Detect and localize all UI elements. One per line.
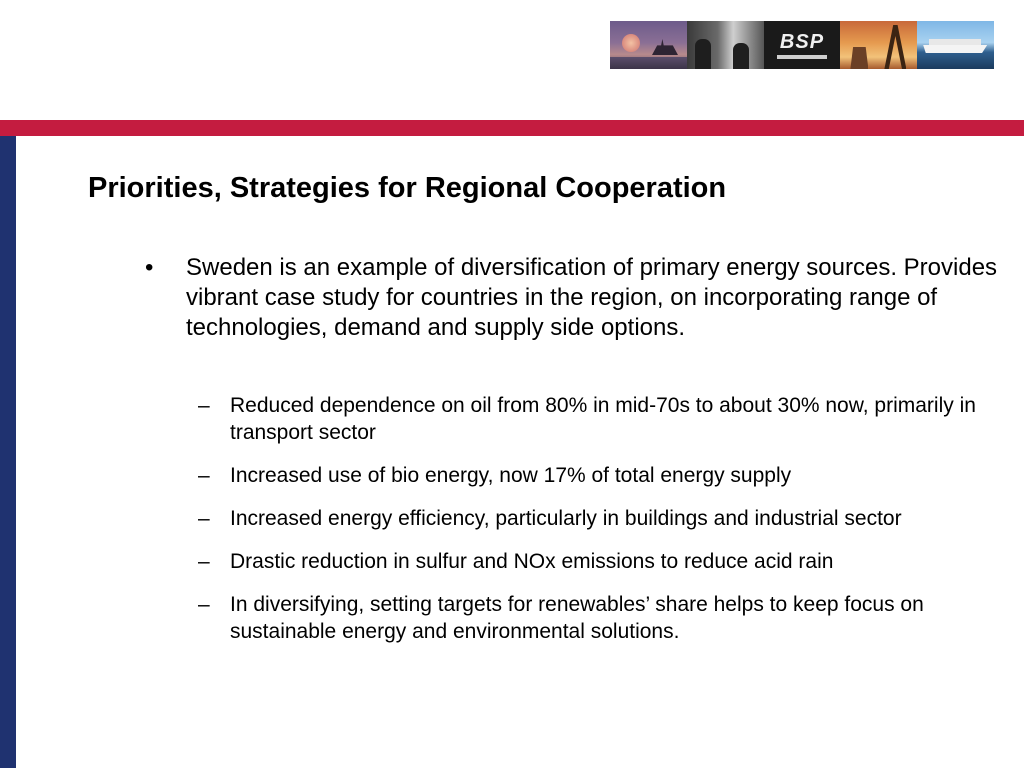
main-bullet — [145, 253, 1005, 343]
bsp-logo — [764, 21, 841, 69]
dash-icon: – — [198, 550, 210, 573]
sub-bullet-text: In diversifying, setting targets for renewables’ share helps to keep focus on sustainable energy and environmental solutions. — [230, 593, 924, 643]
tanker-ship-photo — [917, 21, 994, 69]
dash-icon: – — [198, 394, 210, 417]
ship-deck-shape — [929, 39, 981, 45]
oil-rig-silhouette — [652, 39, 678, 55]
sub-bullet-item — [198, 392, 1018, 446]
bsp-logo-underline — [777, 55, 827, 59]
sub-bullet-item — [198, 591, 1018, 645]
header-accent-rule — [0, 120, 1024, 136]
sub-bullet-text: Increased energy efficiency, particularly in buildings and industrial sector — [230, 507, 902, 530]
sub-bullet-item — [198, 505, 1018, 532]
person-silhouette — [733, 43, 749, 69]
left-accent-bar — [0, 136, 16, 768]
office-meeting-photo — [687, 21, 764, 69]
sunset-oil-rig-photo — [610, 21, 687, 69]
sub-bullet-list — [198, 392, 1018, 661]
cooling-tower-shape — [850, 47, 868, 69]
main-bullet-text: Sweden is an example of diversification of primary energy sources. Provides vibrant case study for countries in the region, on incorporating range of technologies, demand and supply side options. — [186, 254, 998, 341]
power-plant-photo — [840, 21, 917, 69]
sub-bullet-text: Reduced dependence on oil from 80% in mid-70s to about 30% now, primarily in transport sector — [230, 394, 976, 444]
sub-bullet-text: Increased use of bio energy, now 17% of total energy supply — [230, 464, 792, 487]
sub-bullet-item — [198, 548, 1018, 575]
sub-bullet-text: Drastic reduction in sulfur and NOx emissions to reduce acid rain — [230, 550, 834, 573]
header-banner — [610, 21, 994, 69]
sub-bullet-item — [198, 462, 1018, 489]
bullet-icon: • — [145, 254, 154, 281]
dash-icon: – — [198, 464, 210, 487]
sun-shape — [622, 34, 640, 52]
dash-icon: – — [198, 593, 210, 616]
water-shape — [610, 57, 687, 69]
dash-icon: – — [198, 507, 210, 530]
slide-title: Priorities, Strategies for Regional Cooperation — [88, 172, 727, 204]
person-silhouette — [695, 39, 711, 69]
power-pylon-shape — [884, 25, 906, 69]
bsp-logo-text: BSP — [779, 30, 825, 53]
ship-hull-shape — [923, 45, 987, 53]
